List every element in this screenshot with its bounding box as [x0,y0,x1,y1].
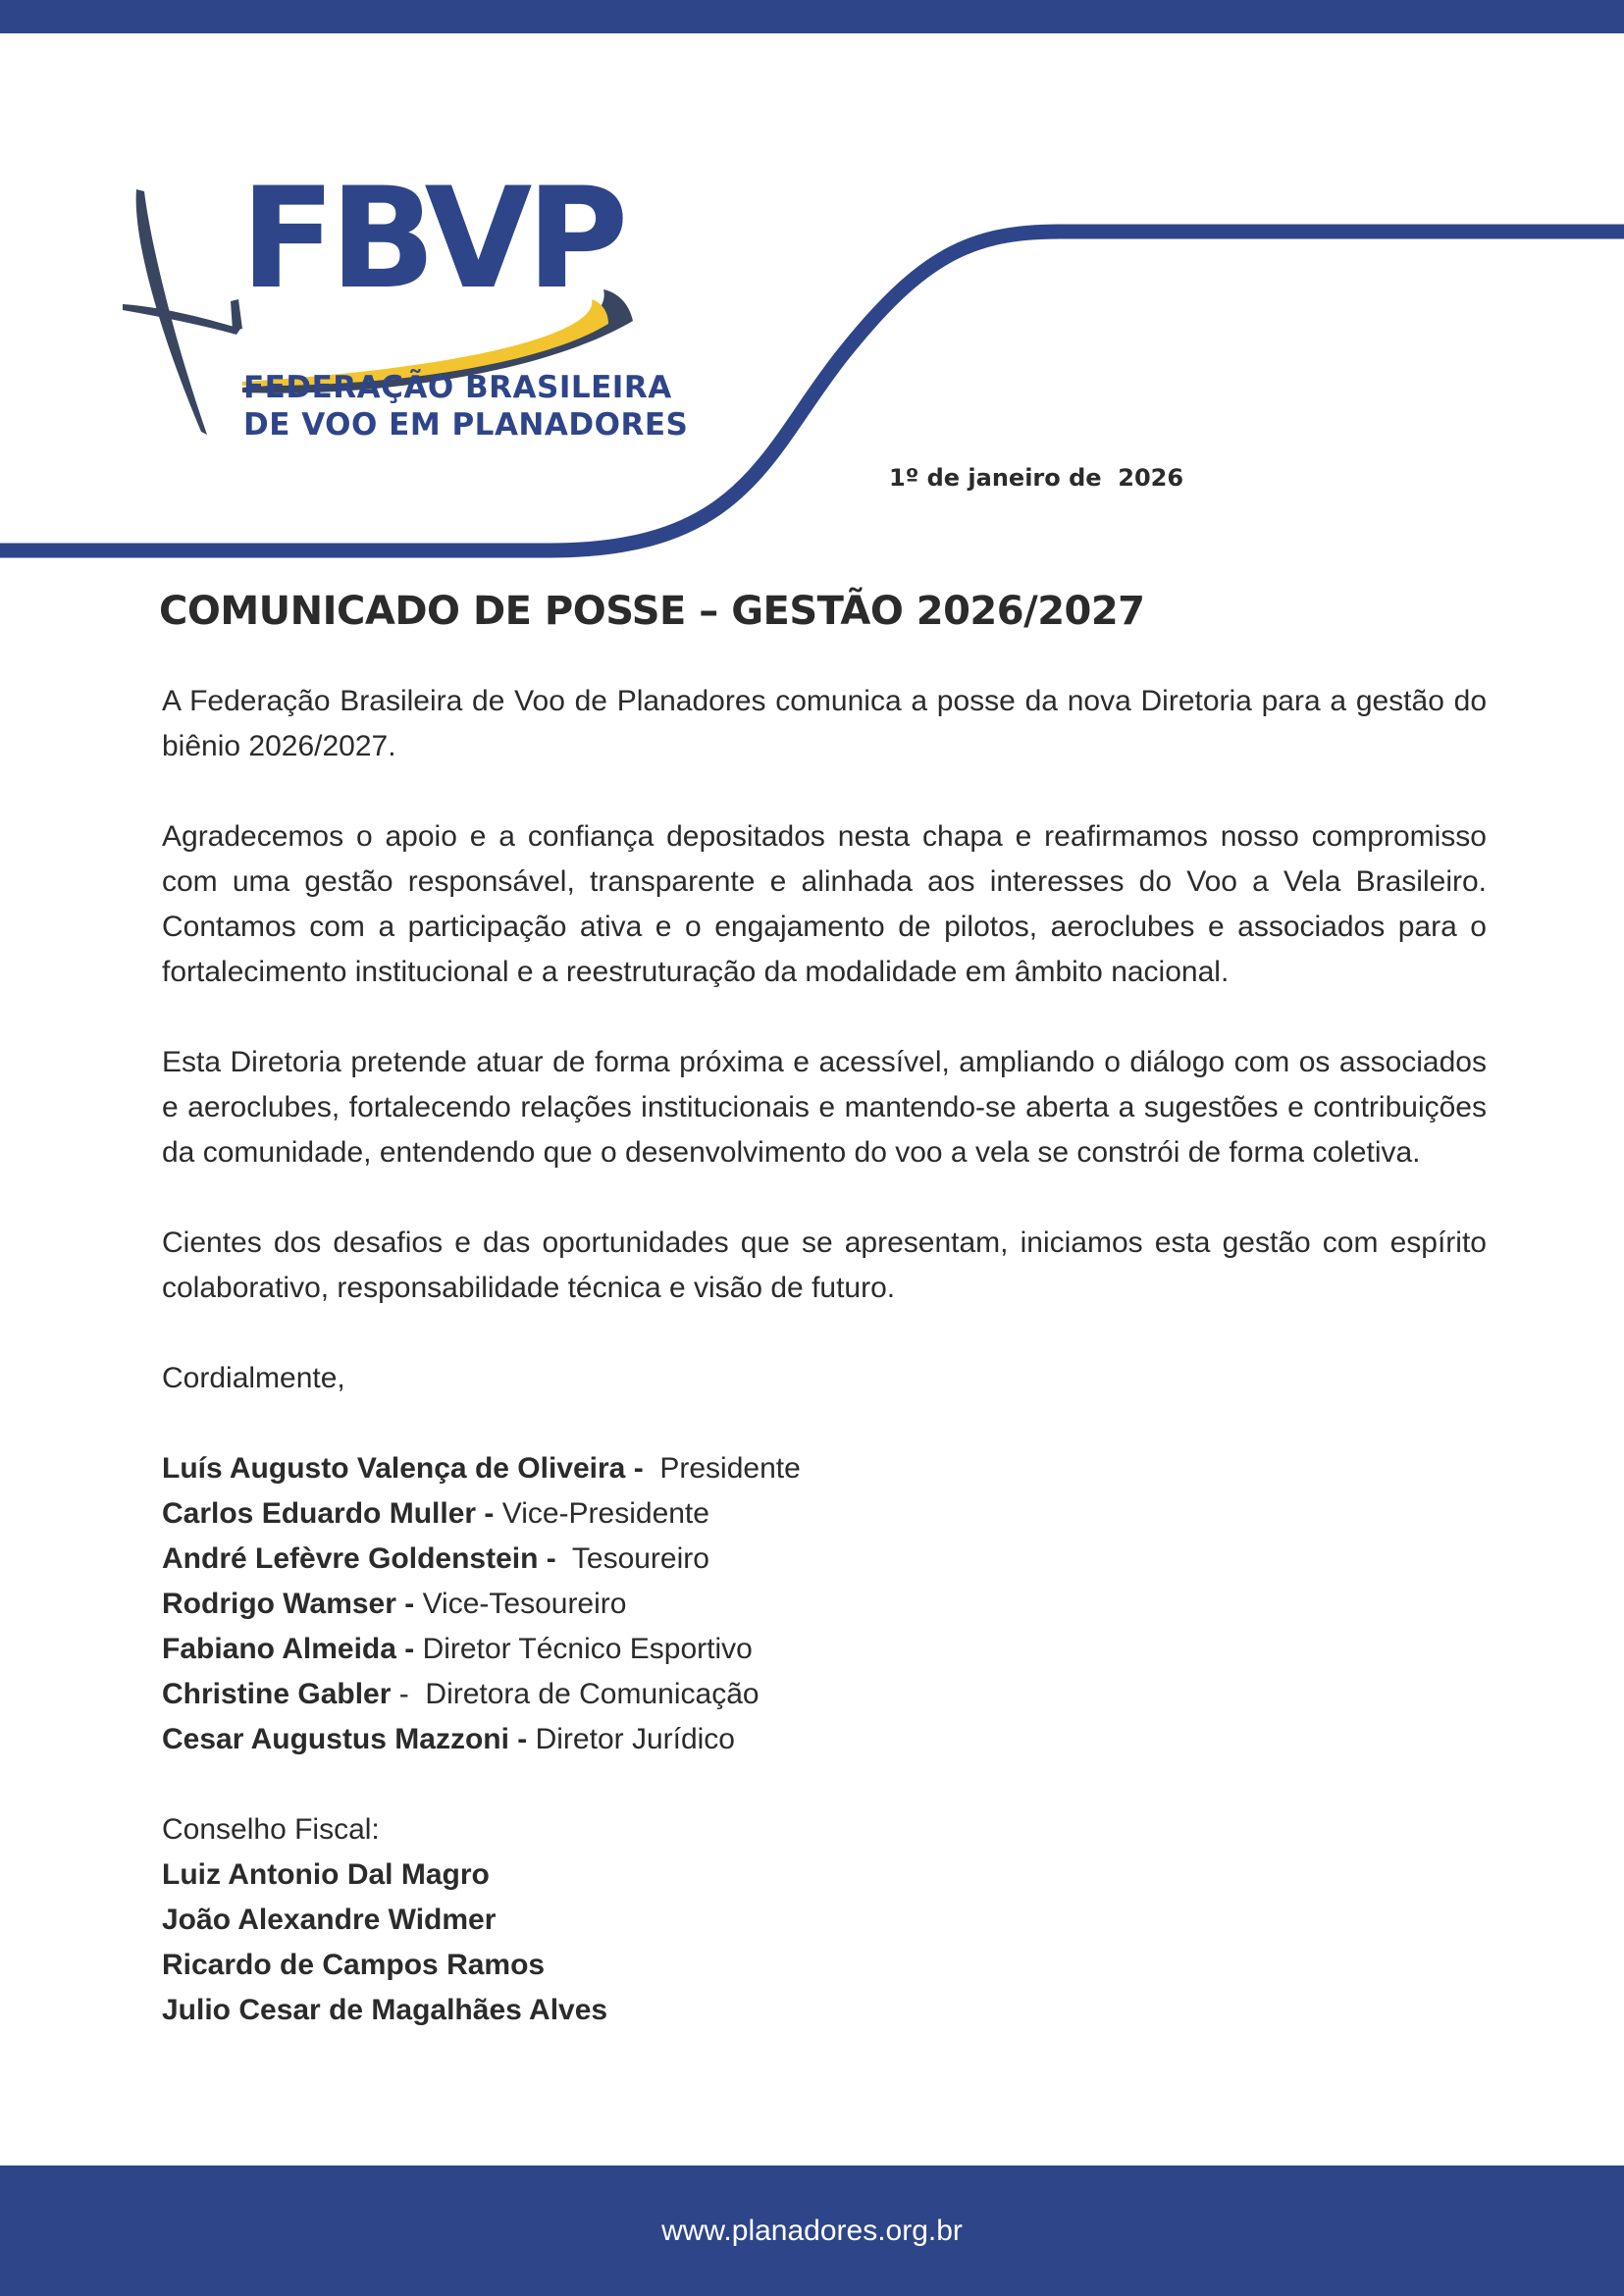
fbvp-logo [123,158,689,451]
closing: Cordialmente, [162,1362,345,1394]
paragraph: A Federação Brasileira de Voo de Planadores comunica a posse da nova Diretoria para a gestão do biênio 2026/2027. [162,685,1487,762]
board-member [162,1446,1487,1491]
council-member: João Alexandre Widmer [162,1904,497,1936]
member-role: Diretor Técnico Esportivo [414,1633,753,1665]
council-list [162,1852,1487,2033]
document-body [162,679,1487,2033]
member-name: Cesar Augustus Mazzoni - [162,1723,528,1755]
member-name: Christine Gabler [162,1678,392,1710]
member-name: Rodrigo Wamser - [162,1588,415,1620]
board-member [162,1582,1487,1627]
council-label: Conselho Fiscal: [162,1813,380,1846]
member-role: Presidente [643,1452,801,1485]
board-member [162,1491,1487,1537]
member-role: Diretor Jurídico [527,1723,735,1755]
logo-acronym: FBVP [240,158,623,320]
paragraph: Cientes dos desafios e das oportunidades que se apresentam, iniciamos esta gestão com espírito colaborativo, responsabilidade técnica e visão de futuro. [162,1226,1487,1304]
logo-subtitle-line1: FEDERAÇÃO BRASILEIRA [243,370,672,405]
website-link[interactable]: www.planadores.org.br [661,2214,963,2247]
footer [0,2166,1624,2296]
paragraph: Agradecemos o apoio e a confiança depositados nesta chapa e reafirmamos nosso compromisso com uma gestão responsável, transparente e alinhada aos interesses do Voo a Vela Brasileiro. Contamos com a participação ativa e o engajamento de pilotos, aeroclubes e associados para o fortalecimento institucional e a reestruturação da modalidade em âmbito nacional. [162,820,1487,988]
member-role: - Diretora de Comunicação [391,1678,760,1710]
logo-subtitle-line2: DE VOO EM PLANADORES [243,407,689,443]
board-member [162,1717,1487,1762]
member-name: Fabiano Almeida - [162,1633,415,1665]
member-name: Luís Augusto Valença de Oliveira - [162,1452,644,1485]
board-list [162,1446,1487,1762]
document-title: COMUNICADO DE POSSE – GESTÃO 2026/2027 [159,589,1145,634]
member-role: Tesoureiro [555,1542,709,1575]
board-member [162,1537,1487,1582]
member-role: Vice-Tesoureiro [414,1588,627,1620]
paragraph: Esta Diretoria pretende atuar de forma próxima e acessível, ampliando o diálogo com os associados e aeroclubes, fortalecendo relações institucionais e mantendo-se aberta a sugestões e contribuições da comunidade, entendendo que o desenvolvimento do voo a vela se constrói de forma coletiva. [162,1046,1487,1169]
document-date: 1º de janeiro de 2026 [889,464,1184,492]
council-member: Ricardo de Campos Ramos [162,1949,546,1981]
member-role: Vice-Presidente [494,1497,709,1530]
member-name: André Lefèvre Goldenstein - [162,1542,556,1575]
council-member: Julio Cesar de Magalhães Alves [162,1994,608,2026]
member-name: Carlos Eduardo Muller - [162,1497,495,1530]
council-member: Luiz Antonio Dal Magro [162,1858,490,1891]
board-member [162,1672,1487,1717]
board-member [162,1627,1487,1672]
